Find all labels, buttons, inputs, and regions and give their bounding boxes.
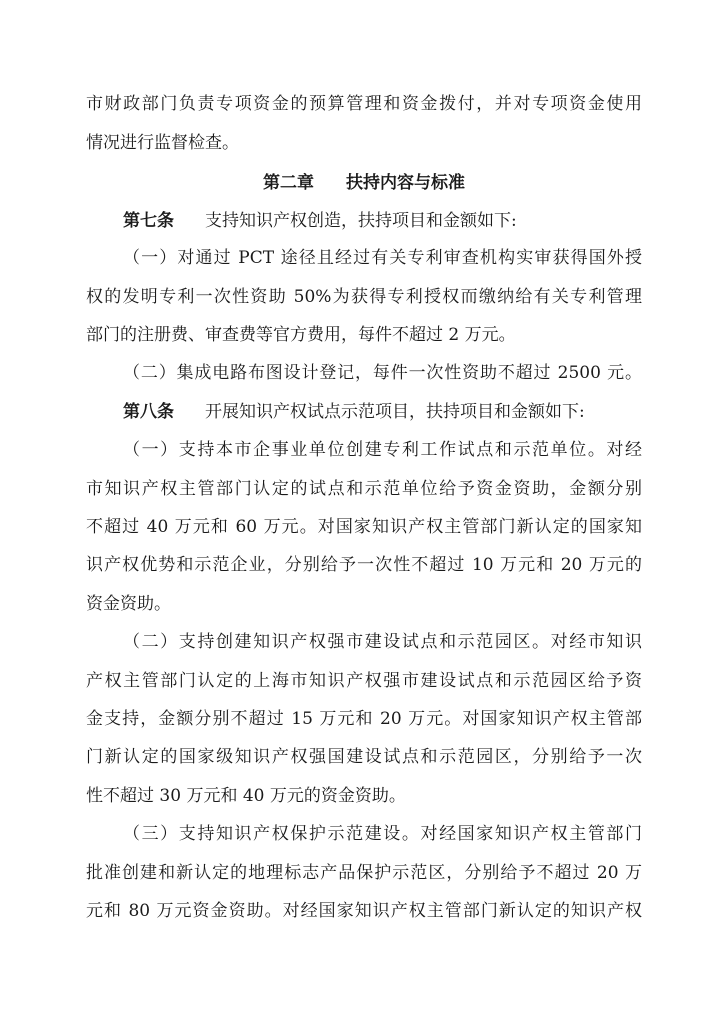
chapter-title: 扶持内容与标准: [346, 173, 465, 193]
paragraph-line: 金支持，金额分别不超过 15 万元和 20 万元。对国家知识产权主管部: [86, 709, 642, 729]
paragraph-line: 批准创建和新认定的地理标志产品保护示范区，分别给予不超过 20 万: [86, 863, 642, 883]
chapter-number: 第二章: [263, 173, 314, 193]
paragraph-line: 识产权优势和示范企业，分别给予一次性不超过 10 万元和 20 万元的: [86, 555, 642, 575]
paragraph-line: （三）支持知识产权保护示范建设。对经国家知识产权主管部门: [123, 824, 642, 844]
paragraph-line: 性不超过 30 万元和 40 万元的资金资助。: [86, 786, 406, 806]
paragraph-line: 产权主管部门认定的上海市知识产权强市建设试点和示范园区给予资: [86, 671, 642, 691]
article-7-title: 第七条: [123, 211, 174, 231]
paragraph-line: 部门的注册费、审查费等官方费用，每件不超过 2 万元。: [86, 325, 516, 345]
paragraph-line: （二）支持创建知识产权强市建设试点和示范园区。对经市知识: [123, 632, 642, 652]
article-7-heading: [123, 209, 642, 233]
chapter-heading: [86, 171, 642, 195]
paragraph-line: 情况进行监督检查。: [86, 133, 239, 153]
article-7-intro: 支持知识产权创造，扶持项目和金额如下:: [205, 211, 517, 231]
paragraph-line: 门新认定的国家级知识产权强国建设试点和示范园区，分别给予一次: [86, 747, 642, 767]
paragraph-line: 市知识产权主管部门认定的试点和示范单位给予资金资助，金额分别: [86, 479, 642, 499]
paragraph-line: 元和 80 万元资金资助。对经国家知识产权主管部门新认定的知识产权: [86, 901, 642, 921]
paragraph-line: 不超过 40 万元和 60 万元。对国家知识产权主管部门新认定的国家知: [86, 517, 642, 537]
paragraph-line: 资金资助。: [86, 594, 171, 614]
paragraph-line: （一）对通过 PCT 途径且经过有关专利审查机构实审获得国外授: [123, 248, 642, 268]
article-8-heading: [123, 400, 642, 424]
paragraph-line: （二）集成电路布图设计登记，每件一次性资助不超过 2500 元。: [123, 363, 642, 383]
article-8-intro: 开展知识产权试点示范项目，扶持项目和金额如下:: [205, 402, 585, 422]
paragraph-line: 权的发明专利一次性资助 50%为获得专利授权而缴纳给有关专利管理: [86, 287, 642, 307]
paragraph-line: （一）支持本市企事业单位创建专利工作试点和示范单位。对经: [123, 440, 642, 460]
paragraph-line: 市财政部门负责专项资金的预算管理和资金拨付，并对专项资金使用: [86, 94, 642, 114]
article-8-title: 第八条: [123, 402, 174, 422]
